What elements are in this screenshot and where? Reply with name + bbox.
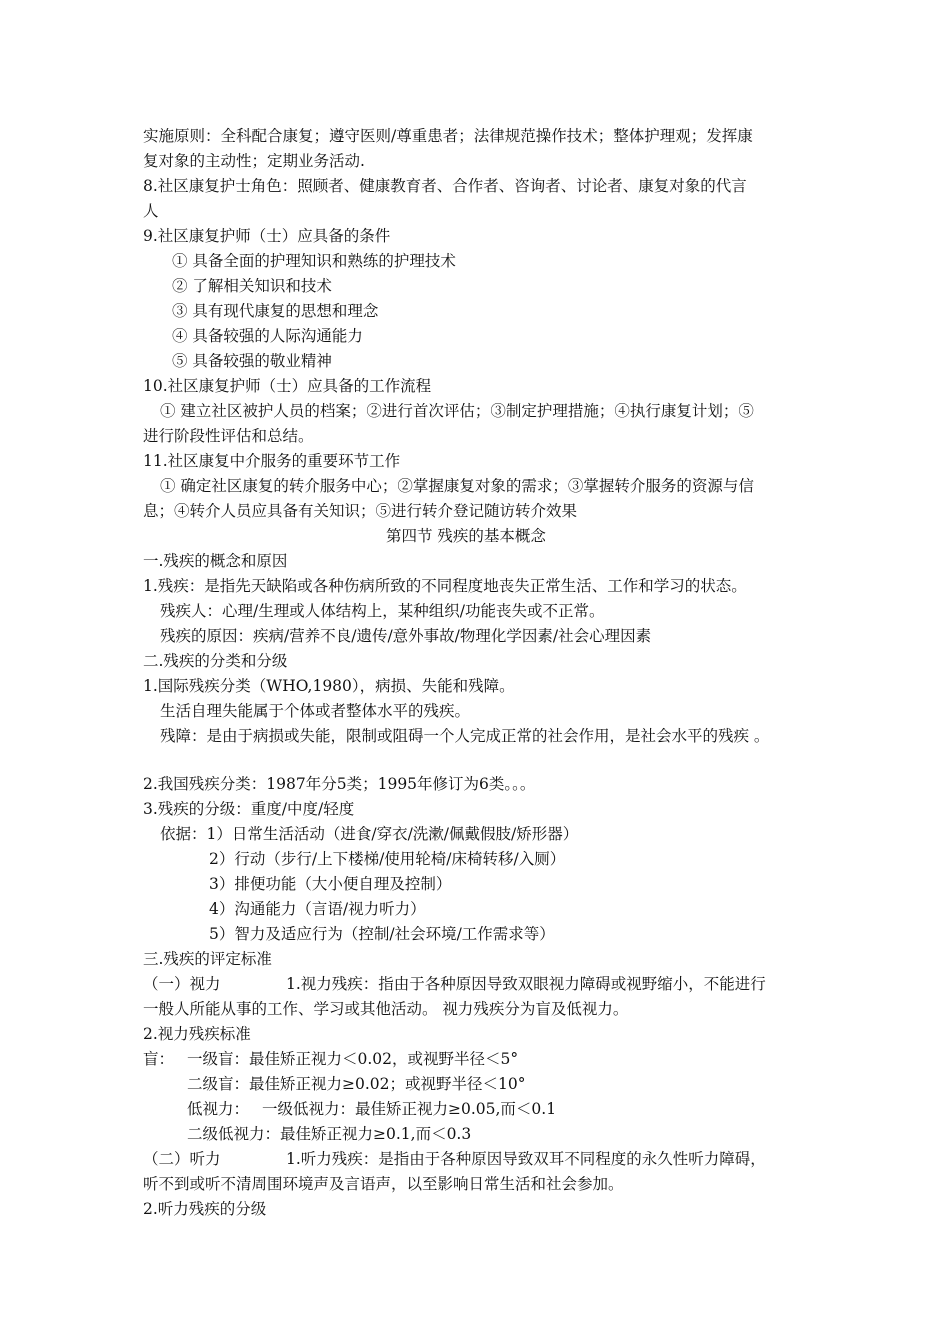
section-heading	[0, 450, 950, 472]
text: 一般人所能从事的工作、学习或其他活动。 视力残疾分为盲及低视力。	[143, 1000, 629, 1018]
subsection-label: （一）视力	[143, 975, 221, 993]
list-item	[0, 873, 950, 895]
text-line	[0, 773, 950, 795]
text-line	[0, 725, 950, 747]
text-line	[0, 475, 950, 497]
text-line	[0, 998, 950, 1020]
list-item	[0, 898, 950, 920]
text: 2.听力残疾的分级	[143, 1200, 267, 1218]
label: 低视力：	[187, 1100, 250, 1118]
text: 听不到或听不清周围环境声及言语声，以至影响日常生活和社会参加。	[143, 1175, 624, 1193]
text: 3）排便功能（大小便自理及控制）	[209, 875, 452, 893]
text: 进行阶段性评估和总结。	[143, 427, 314, 445]
text-line	[0, 500, 950, 522]
text: ① 建立社区被护人员的档案；②进行首次评估；③制定护理措施；④执行康复计划；⑤	[160, 402, 754, 420]
section-heading	[0, 650, 950, 672]
list-item	[0, 923, 950, 945]
text: 生活自理失能属于个体或者整体水平的残疾。	[160, 702, 471, 720]
text: 二级低视力：最佳矫正视力≥0.1,而＜0.3	[187, 1125, 472, 1143]
text: ① 具备全面的护理知识和熟练的护理技术	[172, 252, 456, 270]
text: 1.视力残疾：指由于各种原因导致双眼视力障碍或视野缩小，不能进行	[286, 975, 766, 993]
section-heading	[0, 550, 950, 572]
text: ② 了解相关知识和技术	[172, 277, 332, 295]
text-line	[0, 200, 950, 222]
text-line	[0, 400, 950, 422]
text-line	[0, 425, 950, 447]
text: ④ 具备较强的人际沟通能力	[172, 327, 363, 345]
text: 二.残疾的分类和分级	[143, 652, 288, 670]
section-heading	[0, 948, 950, 970]
text: 2.我国残疾分类：1987年分5类；1995年修订为6类。。。	[143, 775, 536, 793]
list-item	[0, 300, 950, 322]
text: 人	[143, 202, 159, 220]
text-line	[0, 1098, 950, 1120]
text: 4）沟通能力（言语/视力听力）	[209, 900, 426, 918]
list-item	[0, 848, 950, 870]
text: ⑤ 具备较强的敬业精神	[172, 352, 332, 370]
text-line	[0, 675, 950, 697]
section-heading	[0, 225, 950, 247]
text: 二级盲：最佳矫正视力≥0.02；或视野半径＜10°	[187, 1075, 526, 1093]
text-line	[0, 1198, 950, 1220]
text: 一.残疾的概念和原因	[143, 552, 288, 570]
subsection-label: （二）听力	[143, 1150, 221, 1168]
text-line	[0, 823, 950, 845]
text-line	[0, 1123, 950, 1145]
text: 10.社区康复护师（士）应具备的工作流程	[143, 377, 432, 395]
chapter-title	[0, 525, 950, 547]
text: 1.残疾：是指先天缺陷或各种伤病所致的不同程度地丧失正常生活、工作和学习的状态。	[143, 577, 747, 595]
text-line	[0, 1073, 950, 1095]
text: 9.社区康复护师（士）应具备的条件	[143, 227, 391, 245]
text: ① 确定社区康复的转介服务中心；②掌握康复对象的需求；③掌握转介服务的资源与信	[160, 477, 754, 495]
text: 息；④转介人员应具备有关知识；⑤进行转介登记随访转介效果	[143, 502, 578, 520]
text: 2）行动（步行/上下楼梯/使用轮椅/床椅转移/入厕）	[209, 850, 566, 868]
text-line	[0, 575, 950, 597]
section-heading	[0, 375, 950, 397]
text: 8.社区康复护士角色：照顾者、健康教育者、合作者、咨询者、讨论者、康复对象的代言	[143, 177, 747, 195]
text-line	[0, 625, 950, 647]
text-line	[0, 1148, 950, 1170]
text: 残疾人：心理/生理或人体结构上，某种组织/功能丧失或不正常。	[160, 602, 605, 620]
text: 残疾的原因：疾病/营养不良/遗传/意外事故/物理化学因素/社会心理因素	[160, 627, 652, 645]
text: 第四节 残疾的基本概念	[386, 527, 546, 545]
text-line	[0, 1173, 950, 1195]
list-item	[0, 350, 950, 372]
text: ③ 具有现代康复的思想和理念	[172, 302, 379, 320]
text-line	[0, 125, 950, 147]
text: 11.社区康复中介服务的重要环节工作	[143, 452, 401, 470]
text: 实施原则：全科配合康复；遵守医则/尊重患者；法律规范操作技术；整体护理观；发挥康	[143, 127, 753, 145]
text: 一级盲：最佳矫正视力＜0.02，或视野半径＜5°	[187, 1050, 519, 1068]
list-item	[0, 325, 950, 347]
text-line	[0, 700, 950, 722]
text-line	[0, 1023, 950, 1045]
text: 依据：1）日常生活活动（进食/穿衣/洗漱/佩戴假肢/矫形器）	[160, 825, 579, 843]
text: 2.视力残疾标准	[143, 1025, 251, 1043]
text: 5）智力及适应行为（控制/社会环境/工作需求等）	[209, 925, 555, 943]
text: 1.国际残疾分类（WHO,1980），病损、失能和残障。	[143, 677, 515, 695]
text-line	[0, 150, 950, 172]
text: 三.残疾的评定标准	[143, 950, 272, 968]
text: 一级低视力：最佳矫正视力≥0.05,而＜0.1	[262, 1100, 557, 1118]
text: 残障：是由于病损或失能，限制或阻碍一个人完成正常的社会作用，是社会水平的残疾 。	[160, 727, 770, 745]
text: 1.听力残疾：是指由于各种原因导致双耳不同程度的永久性听力障碍，	[286, 1150, 766, 1168]
text-line	[0, 973, 950, 995]
text-line	[0, 600, 950, 622]
text-line	[0, 1048, 950, 1070]
text-line	[0, 175, 950, 197]
list-item	[0, 250, 950, 272]
list-item	[0, 275, 950, 297]
text: 复对象的主动性；定期业务活动.	[143, 152, 365, 170]
text-line	[0, 798, 950, 820]
text: 3.残疾的分级：重度/中度/轻度	[143, 800, 355, 818]
label: 盲：	[143, 1050, 175, 1068]
